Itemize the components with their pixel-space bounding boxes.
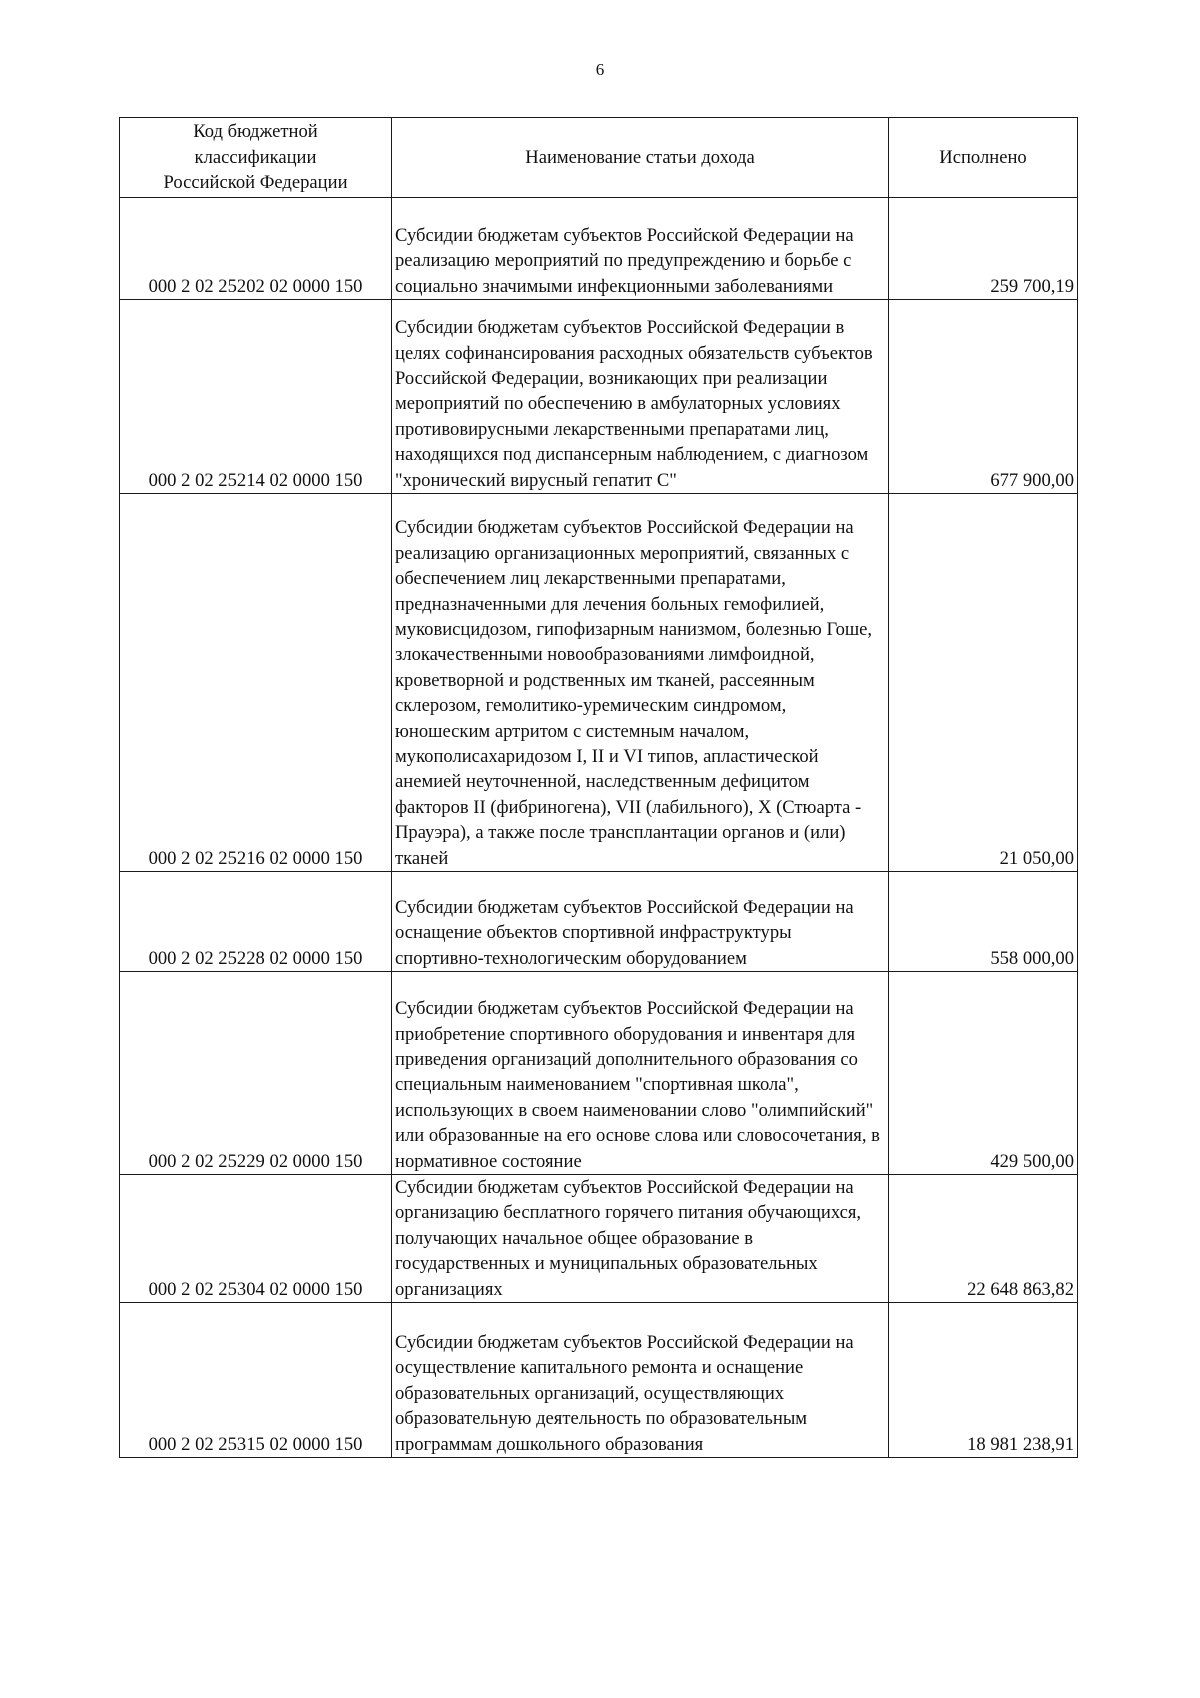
row-amount: 21 050,00	[889, 494, 1078, 872]
row-amount: 259 700,19	[889, 198, 1078, 300]
row-name: Субсидии бюджетам субъектов Российской Федерации на реализацию мероприятий по предупреждению и борьбе с социально значимыми инфекционными заболеваниями	[392, 198, 889, 300]
header-name: Наименование статьи дохода	[392, 118, 889, 198]
row-code: 000 2 02 25202 02 0000 150	[120, 198, 392, 300]
table-row	[120, 1175, 1078, 1303]
row-code: 000 2 02 25214 02 0000 150	[120, 300, 392, 494]
row-amount: 677 900,00	[889, 300, 1078, 494]
row-amount: 429 500,00	[889, 972, 1078, 1175]
row-name: Субсидии бюджетам субъектов Российской Федерации на оснащение объектов спортивной инфраструктуры спортивно-технологическим оборудованием	[392, 872, 889, 972]
header-amount: Исполнено	[889, 118, 1078, 198]
row-code: 000 2 02 25315 02 0000 150	[120, 1303, 392, 1458]
table-header-row	[120, 118, 1078, 198]
table-row	[120, 300, 1078, 494]
row-code: 000 2 02 25304 02 0000 150	[120, 1175, 392, 1303]
table-row	[120, 972, 1078, 1175]
row-name: Субсидии бюджетам субъектов Российской Федерации на реализацию организационных мероприятий, связанных с обеспечением лиц лекарственными препаратами, предназначенными для лечения больных гемофилией, муковисцидозом, гипофизарным нанизмом, болезнью Гоше, злокачественными новообразованиями лимфоидной, кроветворной и родственных им тканей, рассеянным склерозом, гемолитико-уремическим синдромом, юношеским артритом с системным началом, мукополисахаридозом I, II и VI типов, апластической анемией неуточненной, наследственным дефицитом факторов II (фибриногена), VII (лабильного), X (Стюарта - Прауэра), а также после трансплантации органов и (или) тканей	[392, 494, 889, 872]
revenue-table	[119, 117, 1078, 1458]
table-row	[120, 494, 1078, 872]
table-row	[120, 872, 1078, 972]
row-amount: 18 981 238,91	[889, 1303, 1078, 1458]
header-code: Код бюджетной классификации Российской Федерации	[120, 118, 392, 198]
row-code: 000 2 02 25216 02 0000 150	[120, 494, 392, 872]
row-name: Субсидии бюджетам субъектов Российской Федерации на осуществление капитального ремонта и оснащение образовательных организаций, осуществляющих образовательную деятельность по образовательным программам дошкольного образования	[392, 1303, 889, 1458]
row-amount: 558 000,00	[889, 872, 1078, 972]
row-name: Субсидии бюджетам субъектов Российской Федерации на организацию бесплатного горячего питания обучающихся, получающих начальное общее образование в государственных и муниципальных образовательных организациях	[392, 1175, 889, 1303]
row-amount: 22 648 863,82	[889, 1175, 1078, 1303]
table-row	[120, 1303, 1078, 1458]
page-number: 6	[595, 60, 605, 79]
row-name: Субсидии бюджетам субъектов Российской Федерации на приобретение спортивного оборудования и инвентаря для приведения организаций дополнительного образования со специальным наименованием "спортивная школа", использующих в своем наименовании слово "олимпийский" или образованные на его основе слова или словосочетания, в нормативное состояние	[392, 972, 889, 1175]
row-name: Субсидии бюджетам субъектов Российской Федерации в целях софинансирования расходных обязательств субъектов Российской Федерации, возникающих при реализации мероприятий по обеспечению в амбулаторных условиях противовирусными лекарственными препаратами лиц, находящихся под диспансерным наблюдением, с диагнозом "хронический вирусный гепатит С"	[392, 300, 889, 494]
table-row	[120, 198, 1078, 300]
row-code: 000 2 02 25229 02 0000 150	[120, 972, 392, 1175]
row-code: 000 2 02 25228 02 0000 150	[120, 872, 392, 972]
